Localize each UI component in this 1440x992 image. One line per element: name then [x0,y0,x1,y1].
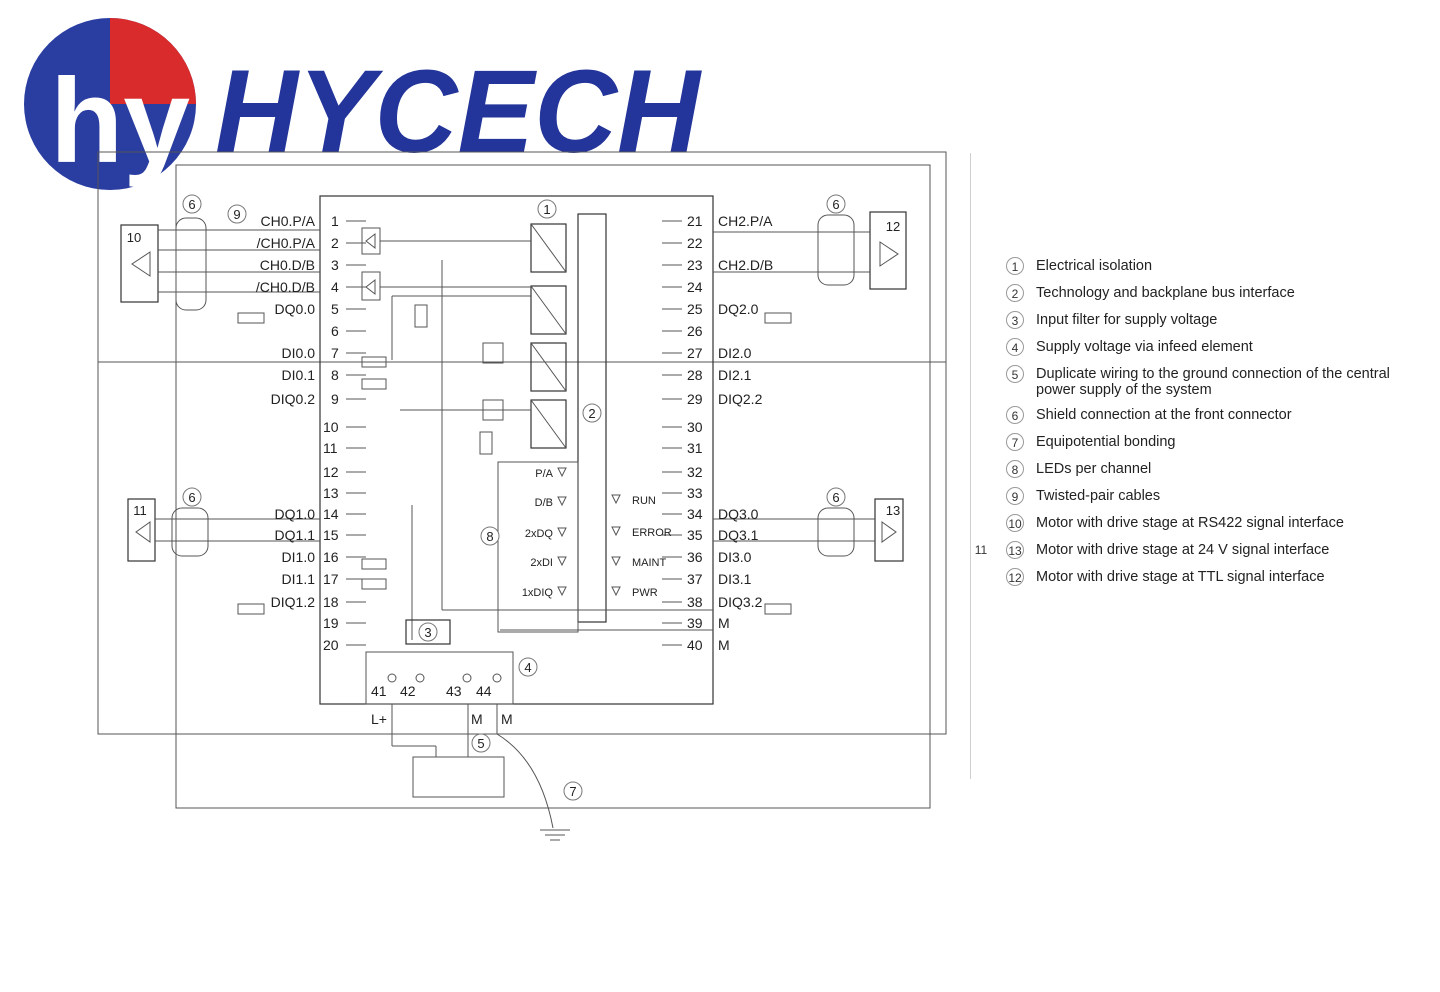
legend-number-badge: 10 [1006,514,1024,532]
legend-divider [970,153,971,779]
legend-item [1000,337,1420,364]
right-signal-label: DI3.0 [718,549,752,565]
legend-number-badge: 13 [1006,541,1024,559]
callout-leds: 8 [486,529,494,544]
logo-monogram: hy [50,54,191,188]
right-signal-label: DI2.1 [718,367,752,383]
right-terminal-number: 30 [687,419,703,435]
led-diode-icon [558,528,566,536]
legend-text: Equipotential bonding [1036,434,1176,450]
left-signal-label: DI0.0 [281,345,315,361]
legend-text: Shield connection at the front connector [1036,407,1292,423]
legend-number-badge: 6 [1006,406,1024,424]
left-signal-label: DIQ1.2 [270,594,315,610]
led-diode-icon [558,587,566,595]
legend-numbers [1000,256,1032,276]
right-terminal-number: 36 [687,549,703,565]
legend-item [1000,364,1420,405]
legend-text: LEDs per channel [1036,461,1152,477]
power-supply-box [413,757,504,797]
right-terminal-number: 26 [687,323,703,339]
right-signal-label: DIQ3.2 [718,594,763,610]
left-terminal-number: 13 [323,485,339,501]
left-terminal-number: 6 [331,323,339,339]
isolation-blocks [531,224,566,448]
callouts [127,195,900,800]
left-terminal-number: 20 [323,637,339,653]
legend-numbers [974,540,1032,560]
status-led-icon [612,587,620,595]
left-terminal-number: 9 [331,391,339,407]
supply-terminal-43: 43 [446,683,462,699]
status-led-label: PWR [632,587,658,599]
legend-item [1000,310,1420,337]
legend-item [1000,283,1420,310]
right-terminal-number: 24 [687,279,703,295]
left-terminal-number: 12 [323,464,339,480]
internal-drivers [238,228,791,640]
left-terminal-number: 7 [331,345,339,361]
right-terminal-number: 25 [687,301,703,317]
legend-item [1000,513,1420,540]
left-signal-label: CH0.D/B [259,257,315,273]
legend-item [1000,486,1420,513]
right-signal-label: CH2.D/B [718,257,774,273]
legend-number-badge: 3 [1006,311,1024,329]
legend-number-badge: 8 [1006,460,1024,478]
legend-item [974,540,1420,567]
right-signal-label: CH2.P/A [718,213,773,229]
led-diode-icon [558,497,566,505]
left-signal-label: DI1.0 [281,549,315,565]
legend-numbers [1000,432,1032,452]
led-channel-label: 1xDIQ [521,587,553,599]
callout-bonding: 7 [569,784,577,799]
led-diode-icon [558,557,566,565]
legend-item [1000,256,1420,283]
left-terminal-number: 19 [323,615,339,631]
callout-motor_rs422: 10 [126,230,142,245]
right-terminal-number: 38 [687,594,703,610]
right-signal-label: DQ3.0 [718,506,759,522]
callout-shield: 6 [832,197,840,212]
legend-numbers [1000,337,1032,357]
callout-duplicate: 5 [477,736,485,751]
legend-number-badge: 9 [1006,487,1024,505]
legend-number-badge: 5 [1006,365,1024,383]
lplus-label: L+ [371,711,387,727]
legend-numbers [1000,310,1032,330]
left-signal-label: DI0.1 [281,367,315,383]
right-terminal-number: 29 [687,391,703,407]
right-signal-label: DIQ2.2 [718,391,763,407]
right-signal-label: DQ2.0 [718,301,759,317]
right-terminal-number: 40 [687,637,703,653]
right-terminal-number: 31 [687,440,703,456]
left-signal-label: CH0.P/A [260,213,315,229]
legend-item [1000,567,1420,594]
status-led-icon [612,557,620,565]
legend-number-badge: 12 [1006,568,1024,586]
legend-text: Supply voltage via infeed element [1036,339,1253,355]
right-terminal-number: 35 [687,527,703,543]
left-terminal-number: 11 [323,440,338,456]
left-terminal-number: 15 [323,527,339,543]
right-terminal-number: 32 [687,464,703,480]
supply-terminal-41: 41 [371,683,387,699]
led-channel-label: 2xDQ [524,528,553,540]
right-terminal-number: 33 [687,485,703,501]
left-signal-label: DQ1.0 [274,506,315,522]
callout-twisted: 9 [233,207,241,222]
right-terminal-number: 28 [687,367,703,383]
left-signal-label: /CH0.D/B [255,279,315,295]
right-terminal-number: 39 [687,615,703,631]
m-label-2: M [501,711,513,727]
right-terminal-number: 23 [687,257,703,273]
led-panel [498,462,672,632]
legend-text: Twisted-pair cables [1036,488,1161,504]
callout-isolation: 1 [543,202,551,217]
right-signal-label: DI2.0 [718,345,752,361]
right-terminal-number: 27 [687,345,703,361]
callout-shield: 6 [832,490,840,505]
logo-wordmark: HYCECH [215,46,703,178]
legend-text: Technology and backplane bus interface [1036,285,1295,301]
callout-supply: 4 [524,660,532,675]
legend-number-badge: 4 [1006,338,1024,356]
led-channel-label: P/A [535,468,553,480]
legend-numbers [1000,567,1032,587]
legend-text: Electrical isolation [1036,258,1153,274]
legend-text: Motor with drive stage at 24 V signal interface [1036,542,1330,558]
left-terminal-number: 18 [323,594,339,610]
supply-terminal-44: 44 [476,683,492,699]
left-terminal-number: 1 [331,213,339,229]
right-signal-label: DI3.1 [718,571,752,587]
legend-text: Input filter for supply voltage [1036,312,1218,328]
legend-text: Duplicate wiring to the ground connection of the central power supply of the system [1036,366,1390,398]
legend-item [1000,405,1420,432]
left-terminal-block [256,213,366,653]
left-terminal-number: 14 [323,506,339,522]
status-led-label: MAINT [632,557,667,569]
status-led-label: ERROR [632,527,672,539]
left-terminal-number: 10 [323,419,339,435]
left-terminal-number: 4 [331,279,339,295]
right-terminal-number: 34 [687,506,703,522]
legend-number-badge: 11 [974,543,988,557]
legend-item [1000,459,1420,486]
legend-text: Motor with drive stage at TTL signal interface [1036,569,1325,585]
legend-number-badge: 2 [1006,284,1024,302]
right-signal-label: M [718,637,730,653]
status-led-icon [612,527,620,535]
supply-terminal-42: 42 [400,683,416,699]
m-label-1: M [471,711,483,727]
led-channel-label: 2xDI [530,557,553,569]
callout-motor_24v: 11 [133,503,147,518]
right-terminal-number: 37 [687,571,703,587]
left-terminal-number: 2 [331,235,339,251]
right-terminal-block [662,213,773,653]
left-terminal-number: 5 [331,301,339,317]
left-terminal-number: 8 [331,367,339,383]
legend-numbers [1000,513,1032,533]
callout-backplane: 2 [588,406,596,421]
left-signal-label: DQ1.1 [274,527,315,543]
status-led-icon [612,495,620,503]
left-signal-label: DI1.1 [281,571,315,587]
legend-numbers [1000,486,1032,506]
legend-number-badge: 7 [1006,433,1024,451]
callout-motor_ttl: 12 [885,219,901,234]
legend-text: Motor with drive stage at RS422 signal interface [1036,515,1344,531]
left-terminal-number: 17 [323,571,339,587]
led-channel-label: D/B [534,497,553,509]
callout-filter: 3 [424,625,432,640]
led-diode-icon [558,468,566,476]
legend-item [1000,432,1420,459]
left-signal-label: /CH0.P/A [256,235,315,251]
left-signal-label: DIQ0.2 [270,391,315,407]
callout-motor_24v_b: 13 [885,503,901,518]
left-terminal-number: 3 [331,257,339,273]
right-terminal-number: 22 [687,235,703,251]
legend-numbers [1000,364,1032,384]
callout-shield: 6 [188,197,196,212]
left-signal-label: DQ0.0 [274,301,315,317]
legend-numbers [1000,283,1032,303]
right-terminal-number: 21 [687,213,703,229]
legend-number-badge: 1 [1006,257,1024,275]
legend-numbers [1000,459,1032,479]
right-signal-label: DQ3.1 [718,527,759,543]
left-terminal-number: 16 [323,549,339,565]
right-signal-label: M [718,615,730,631]
legend-numbers [1000,405,1032,425]
status-led-label: RUN [632,495,656,507]
legend [974,256,1420,594]
callout-shield: 6 [188,490,196,505]
